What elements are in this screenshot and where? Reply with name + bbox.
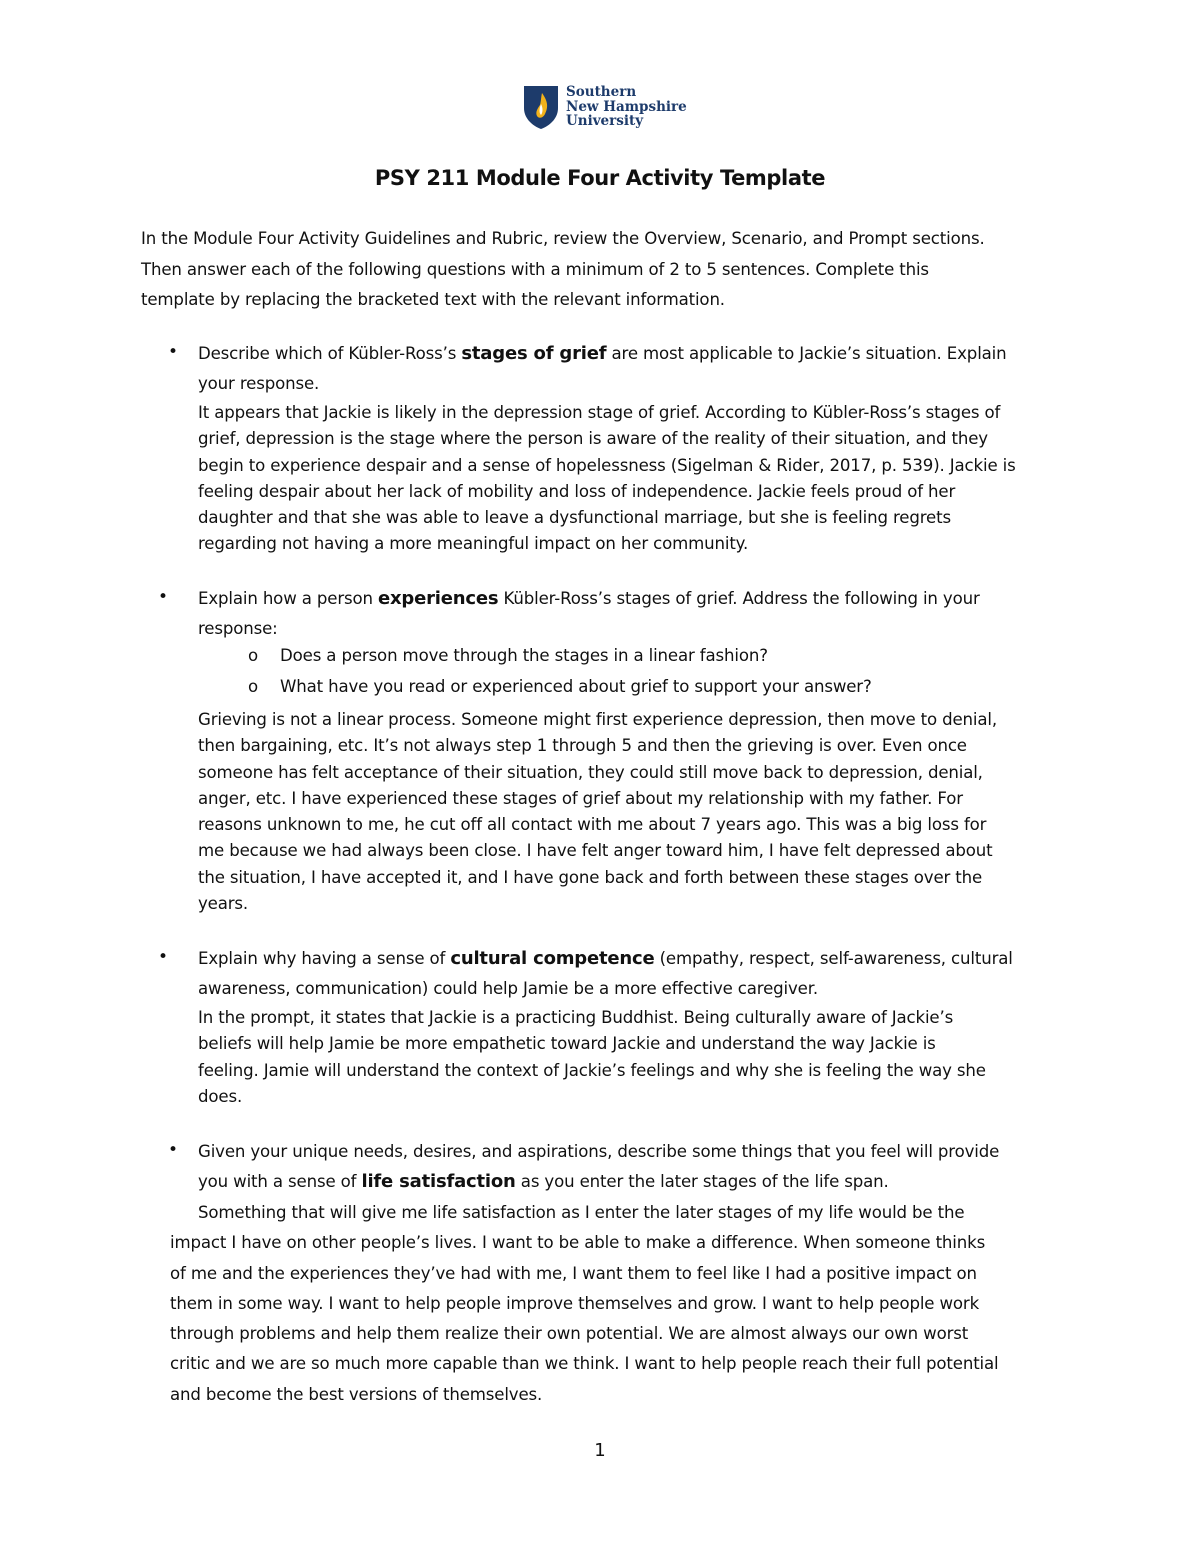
answer-line: me because we had always been close. I have felt anger toward him, I have felt depressed about	[198, 841, 993, 861]
question-line: Given your unique needs, desires, and aspirations, describe some things that you feel will provide	[198, 1142, 1000, 1161]
answer-line: regarding not having a more meaningful impact on her community.	[198, 534, 749, 554]
shield-flame-icon	[522, 84, 560, 130]
answer-line: reasons unknown to me, he cut off all contact with me about 7 years ago. This was a big loss for	[198, 815, 987, 835]
bullet-icon: •	[158, 947, 169, 967]
question-text: Explain why having a sense of	[198, 949, 451, 968]
bullet-icon: •	[168, 1140, 179, 1160]
question-text: are most applicable to Jackie’s situation. Explain	[606, 344, 1007, 363]
question-3	[198, 944, 1078, 1004]
question-text: Explain how a person	[198, 589, 378, 608]
answer-line: does.	[198, 1086, 243, 1106]
answer-line: beliefs will help Jamie be more empathetic toward Jackie and understand the way Jackie is	[198, 1034, 936, 1054]
answer-line: feeling despair about her lack of mobility and loss of independence. Jackie feels proud of her	[198, 481, 956, 501]
answer-2	[198, 707, 1078, 917]
answer-3	[198, 1005, 1078, 1110]
intro-line: template by replacing the bracketed text with the relevant information.	[141, 290, 725, 309]
intro-line: In the Module Four Activity Guidelines and Rubric, review the Overview, Scenario, and Prompt sections.	[141, 229, 985, 248]
bold-keyword: experiences	[377, 588, 499, 609]
question-text: as you enter the later stages of the life span.	[515, 1172, 889, 1191]
document-title: PSY 211 Module Four Activity Template	[374, 166, 826, 190]
question-text: Kübler-Ross’s stages of grief. Address the following in your	[498, 589, 980, 608]
sub-item-2: o What have you read or experienced about grief to support your answer?	[248, 677, 872, 696]
question-line: your response.	[198, 374, 320, 393]
question-line: response:	[198, 619, 278, 638]
answer-line: years.	[198, 894, 249, 914]
answer-line: of me and the experiences they’ve had with me, I want them to feel like I had a positive impact on	[170, 1263, 977, 1283]
answer-line: anger, etc. I have experienced these stages of grief about my relationship with my father. For	[198, 788, 963, 808]
question-text: you with a sense of	[198, 1172, 362, 1191]
answer-line: begin to experience despair and a sense of hopelessness (Sigelman & Rider, 2017, p. 539). Jackie is	[198, 455, 1016, 475]
question-line	[198, 339, 1078, 369]
answer-line: through problems and help them realize their own potential. We are almost always our own worst	[170, 1324, 969, 1344]
question-line	[198, 1167, 1078, 1197]
answer-line: In the prompt, it states that Jackie is a practicing Buddhist. Being culturally aware of Jackie’s	[198, 1008, 954, 1027]
question-4	[198, 1137, 1078, 1197]
answer-line: and become the best versions of themselves.	[170, 1384, 543, 1404]
bold-keyword: life satisfaction	[361, 1171, 516, 1192]
answer-line: Grieving is not a linear process. Someone might first experience depression, then move to denial,	[198, 710, 997, 729]
intro-paragraph	[141, 224, 1061, 316]
answer-line: someone has felt acceptance of their situation, they could still move back to depression, denial,	[198, 762, 983, 782]
question-2	[198, 584, 1078, 644]
circle-bullet-icon: o	[248, 677, 259, 696]
answer-line: critic and we are so much more capable than we think. I want to help people reach their full potential	[170, 1354, 999, 1374]
answer-line: feeling. Jamie will understand the context of Jackie’s feelings and why she is feeling the way she	[198, 1060, 986, 1080]
answer-line: the situation, I have accepted it, and I have gone back and forth between these stages over the	[198, 867, 983, 887]
logo-line-2: New Hampshire	[566, 98, 687, 115]
logo-line-1: Southern	[566, 84, 637, 100]
answer-line: It appears that Jackie is likely in the depression stage of grief. According to Kübler-Ross’s stages of	[198, 403, 1001, 422]
question-line	[198, 944, 1078, 974]
sub-item-1: o Does a person move through the stages in a linear fashion?	[248, 646, 768, 665]
bullet-icon: •	[168, 342, 179, 362]
question-text: Describe which of Kübler-Ross’s	[198, 344, 462, 363]
answer-line: then bargaining, etc. It’s not always step 1 through 5 and then the grieving is over. Even once	[198, 736, 967, 756]
question-text: (empathy, respect, self-awareness, cultural	[654, 949, 1013, 968]
circle-bullet-icon: o	[248, 646, 259, 665]
university-logo	[522, 84, 692, 132]
answer-1	[198, 400, 1078, 558]
bullet-icon: •	[158, 587, 169, 607]
answer-line: impact I have on other people’s lives. I want to be able to make a difference. When someone thinks	[170, 1233, 986, 1253]
bold-keyword: stages of grief	[461, 343, 607, 364]
page-number: 1	[594, 1440, 606, 1461]
answer-line: grief, depression is the stage where the person is aware of the reality of their situation, and they	[198, 429, 988, 449]
answer-line: Something that will give me life satisfaction as I enter the later stages of my life would be the	[198, 1203, 965, 1222]
bold-keyword: cultural competence	[450, 948, 655, 969]
intro-line: Then answer each of the following questions with a minimum of 2 to 5 sentences. Complete this	[141, 259, 929, 279]
answer-line: daughter and that she was able to leave a dysfunctional marriage, but she is feeling regrets	[198, 508, 951, 528]
question-line: awareness, communication) could help Jamie be a more effective caregiver.	[198, 979, 819, 998]
question-line	[198, 584, 1078, 614]
logo-line-3: University	[566, 113, 644, 129]
answer-4	[170, 1198, 1070, 1410]
answer-line: them in some way. I want to help people improve themselves and grow. I want to help people work	[170, 1293, 980, 1313]
question-1	[198, 339, 1078, 399]
logo-wordmark	[566, 85, 687, 129]
